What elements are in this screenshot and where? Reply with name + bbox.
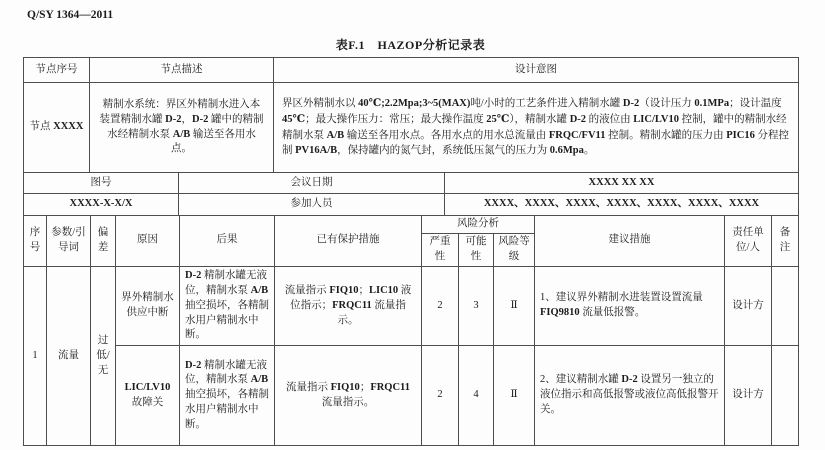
cell-responsible-1: 设计方 bbox=[725, 266, 772, 346]
cell-likelihood-2: 4 bbox=[459, 346, 494, 446]
cell-consequence-2: D-2 精制水罐无液位，精制水泵 A/B 抽空损坏，各精制水用户精制水中断。 bbox=[180, 346, 275, 446]
cell-deviation: 过低/无 bbox=[91, 266, 116, 446]
drawing-value-cell: XXXX-X-X/X bbox=[24, 194, 179, 216]
cell-recommendation-2: 2、建议精制水罐 D-2 设置另一独立的液位指示和高低报警或液位高低报警开关。 bbox=[535, 346, 725, 446]
participants-label-cell: 参加人员 bbox=[179, 194, 445, 216]
drawing-label-cell: 图号 bbox=[24, 173, 179, 194]
cell-responsible-2: 设计方 bbox=[725, 346, 772, 446]
node-desc-cell: 精制水系统：界区外精制水进入本装置精制水罐 D-2，D-2 罐中的精制水经精制水泵 A/B 输送至各用水点。 bbox=[90, 83, 274, 173]
col-remarks: 备注 bbox=[772, 216, 799, 267]
doc-code: Q/SY 1364—2011 bbox=[27, 9, 114, 21]
cell-safeguards-1: 流量指示 FIQ10；LIC10 液位指示；FRQC11 流量指示。 bbox=[275, 266, 422, 346]
cell-likelihood-1: 3 bbox=[459, 266, 494, 346]
cell-no: 1 bbox=[24, 266, 47, 446]
col-risk-analysis: 风险分析 bbox=[422, 216, 535, 234]
header-node-no: 节点序号 bbox=[24, 58, 90, 83]
table-row bbox=[24, 346, 799, 446]
header-design-intent: 设计意图 bbox=[274, 58, 799, 83]
design-intent-cell: 界区外精制水以 40℃;2.2Mpa;3~5(MAX)吨/小时的工艺条件进入精制水罐 D-2（设计压力 0.1MPa；设计温度 45℃；最大操作压力：常压；最大操作温度 25℃），精制水罐 D-2 的液位由 LIC/LV10 控制，罐中的精制水经精制水泵 A/B 输送至各用水点。各用水点的用水总流量由 FRQC/FV11 控制。精制水罐的压力由 PIC16 分程控制 PV16A/B，保持罐内的氮气封，系统低压氮气的压力为 0.6Mpa。 bbox=[274, 83, 799, 173]
hazop-table bbox=[23, 57, 798, 446]
cell-severity-2: 2 bbox=[422, 346, 459, 446]
col-param: 参数/引导词 bbox=[47, 216, 91, 267]
col-consequence: 后果 bbox=[180, 216, 275, 267]
col-deviation: 偏差 bbox=[91, 216, 116, 267]
cell-risk-level-2: Ⅱ bbox=[494, 346, 535, 446]
cell-severity-1: 2 bbox=[422, 266, 459, 346]
date-label-cell: 会议日期 bbox=[179, 173, 445, 194]
cell-cause-1: 界外精制水供应中断 bbox=[116, 266, 180, 346]
col-severity: 严重性 bbox=[422, 234, 459, 267]
table-title: 表F.1 HAZOP分析记录表 bbox=[335, 38, 486, 52]
col-recommendations: 建议措施 bbox=[535, 216, 725, 267]
cell-remark-1 bbox=[772, 266, 799, 346]
participants-value-cell: XXXX、XXXX、XXXX、XXXX、XXXX、XXXX、XXXX bbox=[445, 194, 799, 216]
cell-recommendation-1: 1、建议界外精制水进装置设置流量 FIQ9810 流量低报警。 bbox=[535, 266, 725, 346]
analysis-section bbox=[23, 215, 799, 446]
cell-param: 流量 bbox=[47, 266, 91, 446]
node-section bbox=[23, 57, 799, 173]
node-id-cell: 节点 XXXX bbox=[24, 83, 90, 173]
col-likelihood: 可能性 bbox=[459, 234, 494, 267]
table-row bbox=[24, 266, 799, 346]
col-safeguards: 已有保护措施 bbox=[275, 216, 422, 267]
cell-safeguards-2: 流量指示 FIQ10；FRQC11 流量指示。 bbox=[275, 346, 422, 446]
cell-cause-2: LIC/LV10 故障关 bbox=[116, 346, 180, 446]
cell-risk-level-1: Ⅱ bbox=[494, 266, 535, 346]
header-node-desc: 节点描述 bbox=[90, 58, 274, 83]
cell-remark-2 bbox=[772, 346, 799, 446]
col-cause: 原因 bbox=[116, 216, 180, 267]
col-risk-level: 风险等级 bbox=[494, 234, 535, 267]
col-no: 序号 bbox=[24, 216, 47, 267]
date-value-cell: XXXX XX XX bbox=[445, 173, 799, 194]
cell-consequence-1: D-2 精制水罐无液位，精制水泵 A/B 抽空损坏，各精制水用户精制水中断。 bbox=[180, 266, 275, 346]
meta-section bbox=[23, 172, 799, 216]
col-responsible: 责任单位/人 bbox=[725, 216, 772, 267]
